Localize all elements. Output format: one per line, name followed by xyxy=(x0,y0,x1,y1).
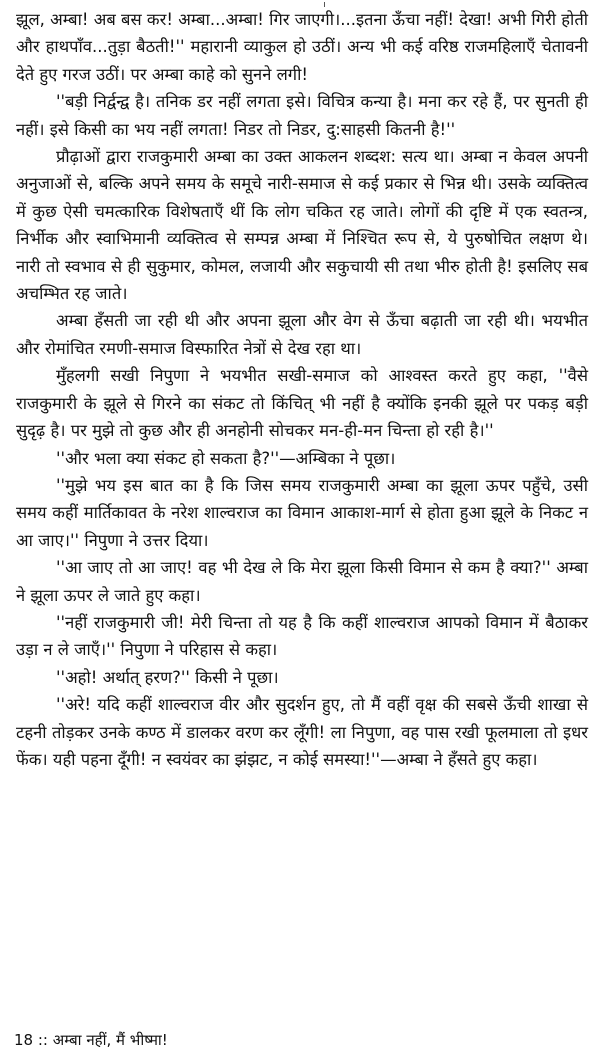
paragraph-3: प्रौढ़ाओं द्वारा राजकुमारी अम्बा का उक्त आकलन शब्दश: सत्य था। अम्बा न केवल अपनी अनुजाओं से, बल्कि अपने समय के समूचे नारी-समाज से कई प्रकार से भिन्न थी। उसके व्यक्तित्व में कुछ ऐसी चमत्कारिक विशेषताएँ थीं कि लोग चकित रह जाते। लोगों की दृष्टि में एक स्वतन्त्र, निर्भीक और स्वाभिमानी व्यक्तित्व से सम्पन्न अम्बा में निश्चित रूप से, ये पुरुषोचित लक्षण थे। नारी तो स्वभाव से ही सुकुमार, कोमल, लजायी और सकुचायी सी तथा भीरु होती है! इसलिए सब अचम्भित रह जाते। xyxy=(16,147,588,304)
page-number: 18 xyxy=(14,1031,34,1049)
paragraph-10: ''अहो! अर्थात् हरण?'' किसी ने पूछा। xyxy=(56,667,279,687)
paragraph-7: ''मुझे भय इस बात का है कि जिस समय राजकुमारी अम्बा का झूला ऊपर पहुँचे, उसी समय कहीं मार्तिकावत के नरेश शाल्वराज का विमान आकाश-मार्ग से होता हुआ झूले के निकट न आ जाए।'' निपुणा ने उत्तर दिया। xyxy=(16,475,588,550)
book-title: अम्बा नहीं, मैं भीष्मा! xyxy=(52,1031,168,1049)
page-footer xyxy=(14,1030,168,1050)
paragraph-11: ''अरे! यदि कहीं शाल्वराज वीर और सुदर्शन हुए, तो मैं वहीं वृक्ष की सबसे ऊँची शाखा से टहनी तोड़कर उनके कण्ठ में डालकर वरण कर लूँगी! ला निपुणा, वह पास रखी फूलमाला तो इधर फेंक। यही पहना दूँगी! न स्वयंवर का झंझट, न कोई समस्या!''—अम्बा ने हँसते हुए कहा। xyxy=(16,695,588,769)
paragraph-2: ''बड़ी निर्द्वन्द्व है। तनिक डर नहीं लगता इसे। विचित्र कन्या है। मना कर रहे हैं, पर सुनती ही नहीं। इसे किसी का भय नहीं लगता! निडर तो निडर, दु:साहसी कितनी है!'' xyxy=(16,92,588,139)
paragraph-1: झूल, अम्बा! अब बस कर! अम्बा...अम्बा! गिर जाएगी।...इतना ऊँचा नहीं! देखा! अभी गिरी होती और हाथपाँव...तुड़ा बैठती!'' महारानी व्याकुल हो उठीं। अन्य भी कई वरिष्ठ राजमहिलाएँ चेतावनी देते हुए गरज उठीं। पर अम्बा काहे को सुनने लगी! xyxy=(16,10,588,84)
paragraph-5: मुँहलगी सखी निपुणा ने भयभीत सखी-समाज को आश्वस्त करते हुए कहा, ''वैसे राजकुमारी के झूले से गिरने का संकट तो किंचित् भी नहीं है क्योंकि इनकी झूले पर पकड़ बड़ी सुदृढ़ है। पर मुझे तो कुछ और ही अनहोनी सोचकर मन-ही-मन चिन्ता हो रही है।'' xyxy=(16,366,588,441)
page-body-text xyxy=(16,6,588,773)
paragraph-4: अम्बा हँसती जा रही थी और अपना झूला और वेग से ऊँचा बढ़ाती जा रही थी। भयभीत और रोमांचित रमणी-समाज विस्फारित नेत्रों से देख रहा था। xyxy=(16,311,588,358)
paragraph-6: ''और भला क्या संकट हो सकता है?''—अम्बिका ने पूछा। xyxy=(56,448,396,468)
paragraph-9: ''नहीं राजकुमारी जी! मेरी चिन्ता तो यह है कि कहीं शाल्वराज आपको विमान में बैठाकर उड़ा न ले जाएँ।'' निपुणा ने परिहास से कहा। xyxy=(16,612,588,660)
paragraph-8: ''आ जाए तो आ जाए! वह भी देख ले कि मेरा झूला किसी विमान से कम है क्या?'' अम्बा ने झूला ऊपर ले जाते हुए कहा। xyxy=(16,558,588,605)
footer-separator: :: xyxy=(37,1031,48,1049)
